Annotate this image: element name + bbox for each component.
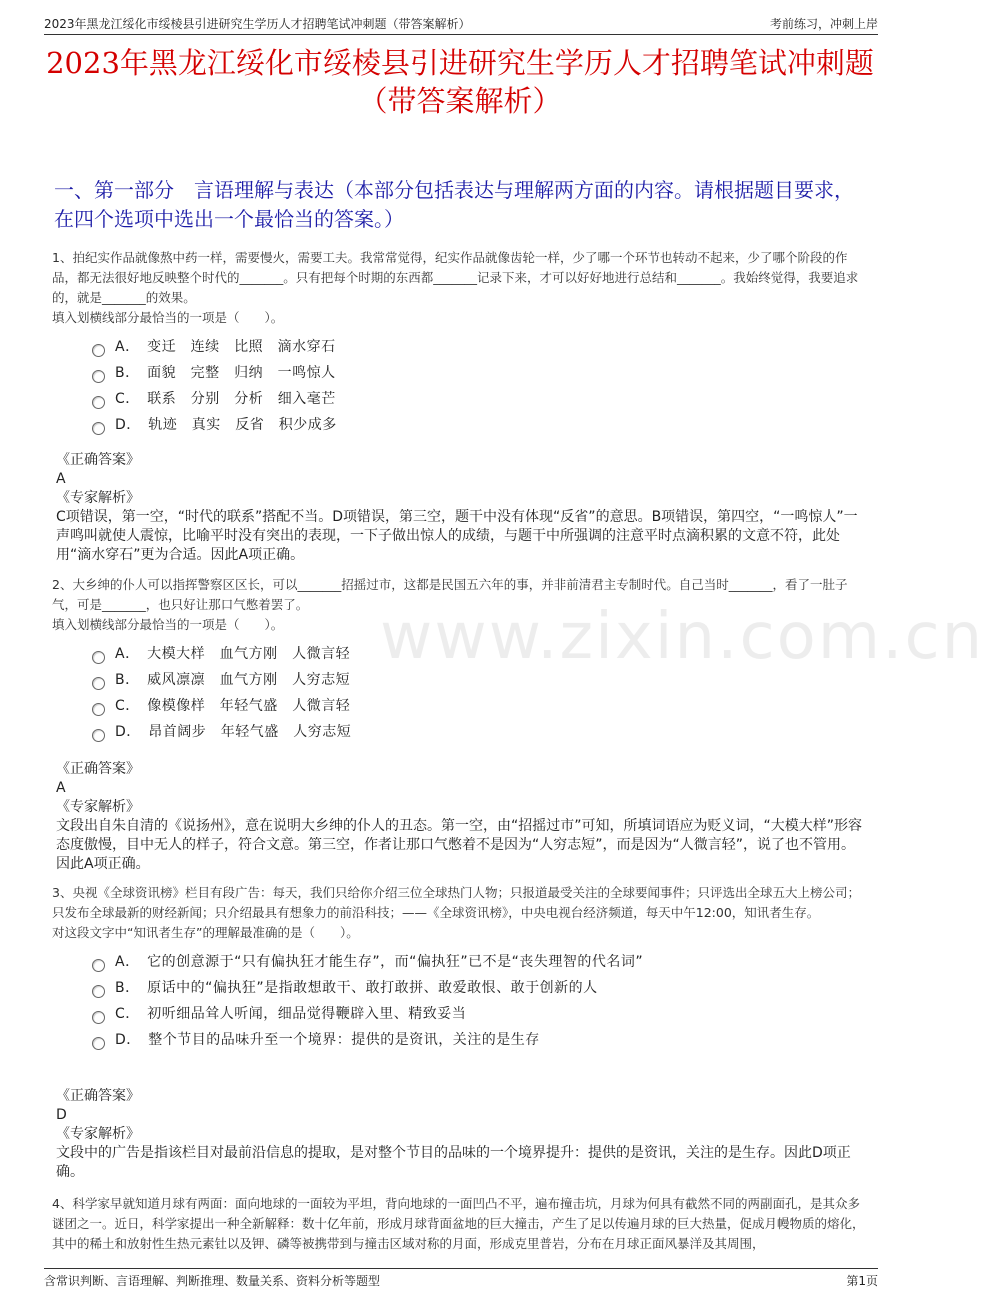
question-stem: 3、央视《全球资讯榜》栏目有段广告：每天，我们只给你介绍三位全球热门人物；只报道最受关注的全球要闻事件；只评选出全球五大上榜公司；只发布全球最新的财经新闻；只介绍最具有想象力的前沿科技；——《全球资讯榜》，中央电视台经济频道，每天中午12:00，知讯者生存。	[52, 885, 860, 920]
answer-label: 《正确答案》	[56, 452, 140, 468]
analysis-label: 《专家解析》	[56, 490, 140, 506]
analysis-text: C项错误，第一空，“时代的联系”搭配不当。D项错误，第三空，题干中没有体现“反省”的意思。B项错误，第四空，“一鸣惊人”一声鸣叫就使人震惊，比喻平时没有突出的表现，一下子做出惊人的成绩，与题干中所强调的注意平时点滴积累的文意不符，此处用“滴水穿石”更为合适。因此A项正确。	[56, 509, 858, 563]
answer-value: A	[56, 780, 66, 796]
option-d[interactable]	[92, 719, 868, 745]
question-stem: 4、科学家早就知道月球有两面：面向地球的一面较为平坦，背向地球的一面凹凸不平，遍布撞击坑，月球为何具有截然不同的两副面孔，是其众多谜团之一。近日，科学家提出一种全新解释：数十亿年前，形成月球背面盆地的巨大撞击，产生了足以传遍月球的巨大热量，促成月幔物质的熔化，其中的稀土和放射性生热元素钍以及钾、磷等被携带到与撞击区域对称的月面，形成克里普岩，分布在月球正面风暴洋及其周围，	[52, 1196, 865, 1251]
option-a[interactable]	[92, 334, 868, 360]
option-text: D． 轨迹 真实 反省 积少成多	[115, 417, 337, 433]
radio-icon[interactable]	[92, 1011, 105, 1024]
analysis-label: 《专家解析》	[56, 1126, 140, 1142]
option-d[interactable]	[92, 412, 868, 438]
question-stem: 1、拍纪实作品就像熬中药一样，需要慢火，需要工夫。我常常觉得，纪实作品就像齿轮一样，少了哪一个环节也转动不起来，少了哪个阶段的作品，都无法很好地反映整个时代的_______。只有把每个时期的东西都_______记录下来，才可以好好地进行总结和_______。我始终觉得，我要追求的，就是_______的效果。	[52, 250, 859, 305]
option-text: A． 大模大样 血气方刚 人微言轻	[115, 646, 351, 662]
option-text: B． 威风凛凛 血气方刚 人穷志短	[115, 672, 351, 688]
option-c[interactable]	[92, 386, 868, 412]
answer-label: 《正确答案》	[56, 761, 140, 777]
answer-block-2	[56, 760, 866, 874]
answer-block-3	[56, 1087, 866, 1182]
option-c[interactable]	[92, 1001, 868, 1027]
option-text: A． 变迁 连续 比照 滴水穿石	[115, 339, 336, 355]
option-a[interactable]	[92, 949, 868, 975]
radio-icon[interactable]	[92, 703, 105, 716]
answer-block-1	[56, 451, 866, 565]
question-stem: 2、大乡绅的仆人可以指挥警察区区长，可以_______招摇过市，这都是民国五六年的事，并非前清君主专制时代。自己当时_______，看了一肚子气，可是_______，也只好让那口气憋着罢了。	[52, 577, 848, 612]
option-list	[52, 334, 868, 438]
option-text: B． 原话中的“偏执狂”是指敢想敢干、敢打敢拼、敢爱敢恨、敢于创新的人	[115, 980, 598, 996]
question-prompt: 填入划横线部分最恰当的一项是（ ）。	[52, 310, 284, 325]
page-header	[44, 12, 878, 35]
radio-icon[interactable]	[92, 729, 105, 742]
radio-icon[interactable]	[92, 370, 105, 383]
question-4	[52, 1194, 868, 1262]
option-b[interactable]	[92, 360, 868, 386]
question-prompt: 填入划横线部分最恰当的一项是（ ）。	[52, 617, 284, 632]
answer-label: 《正确答案》	[56, 1088, 140, 1104]
page-footer	[44, 1268, 878, 1291]
radio-icon[interactable]	[92, 959, 105, 972]
analysis-label: 《专家解析》	[56, 799, 140, 815]
answer-value: D	[56, 1107, 67, 1123]
option-list	[52, 641, 868, 745]
option-text: C． 联系 分别 分析 细入毫芒	[115, 391, 336, 407]
option-b[interactable]	[92, 667, 868, 693]
footer-topics: 含常识判断、言语理解、判断推理、数量关系、资料分析等题型	[44, 1273, 381, 1288]
question-2	[52, 575, 868, 745]
radio-icon[interactable]	[92, 651, 105, 664]
radio-icon[interactable]	[92, 344, 105, 357]
radio-icon[interactable]	[92, 985, 105, 998]
option-text: B． 面貌 完整 归纳 一鸣惊人	[115, 365, 336, 381]
option-d[interactable]	[92, 1027, 868, 1053]
option-c[interactable]	[92, 693, 868, 719]
option-b[interactable]	[92, 975, 868, 1001]
option-text: D． 昂首阔步 年轻气盛 人穷志短	[115, 724, 352, 740]
document-title: 2023年黑龙江绥化市绥棱县引进研究生学历人才招聘笔试冲刺题（带答案解析）	[46, 46, 874, 118]
option-text: C． 像模像样 年轻气盛 人微言轻	[115, 698, 351, 714]
watermark: www.zixin.com.cn	[380, 600, 984, 674]
radio-icon[interactable]	[92, 677, 105, 690]
option-text: A． 它的创意源于“只有偏执狂才能生存”，而“偏执狂”已不是“丧失理智的代名词”	[115, 954, 644, 970]
question-3	[52, 883, 868, 1053]
radio-icon[interactable]	[92, 1037, 105, 1050]
analysis-text: 文段出自朱自清的《说扬州》，意在说明大乡绅的仆人的丑态。第一空，由“招摇过市”可知，所填词语应为贬义词，“大模大样”形容态度傲慢，目中无人的样子，符合文意。第三空，作者让那口气憋着不是因为“人穷志短”，而是因为“人微言轻”，说了也不管用。因此A项正确。	[56, 818, 863, 872]
analysis-text: 文段中的广告是指该栏目对最前沿信息的提取，是对整个节目的品味的一个境界提升：提供的是资讯，关注的是生存。因此D项正确。	[56, 1145, 851, 1180]
question-1	[52, 248, 868, 438]
option-text: D． 整个节目的品味升至一个境界：提供的是资讯，关注的是生存	[115, 1032, 540, 1048]
header-slogan: 考前练习，冲刺上岸	[769, 17, 878, 31]
option-list	[52, 949, 868, 1053]
radio-icon[interactable]	[92, 422, 105, 435]
header-doc-title: 2023年黑龙江绥化市绥棱县引进研究生学历人才招聘笔试冲刺题（带答案解析）	[44, 17, 471, 31]
radio-icon[interactable]	[92, 396, 105, 409]
option-a[interactable]	[92, 641, 868, 667]
question-prompt: 对这段文字中“知讯者生存”的理解最准确的是（ ）。	[52, 925, 359, 940]
option-text: C． 初听细品耸人听闻，细品觉得鞭辟入里、精致妥当	[115, 1006, 467, 1022]
section-heading: 一、第一部分 言语理解与表达（本部分包括表达与理解两方面的内容。请根据题目要求，在四个选项中选出一个最恰当的答案。）	[54, 178, 854, 231]
answer-value: A	[56, 471, 66, 487]
page-number: 第1页	[846, 1273, 878, 1288]
